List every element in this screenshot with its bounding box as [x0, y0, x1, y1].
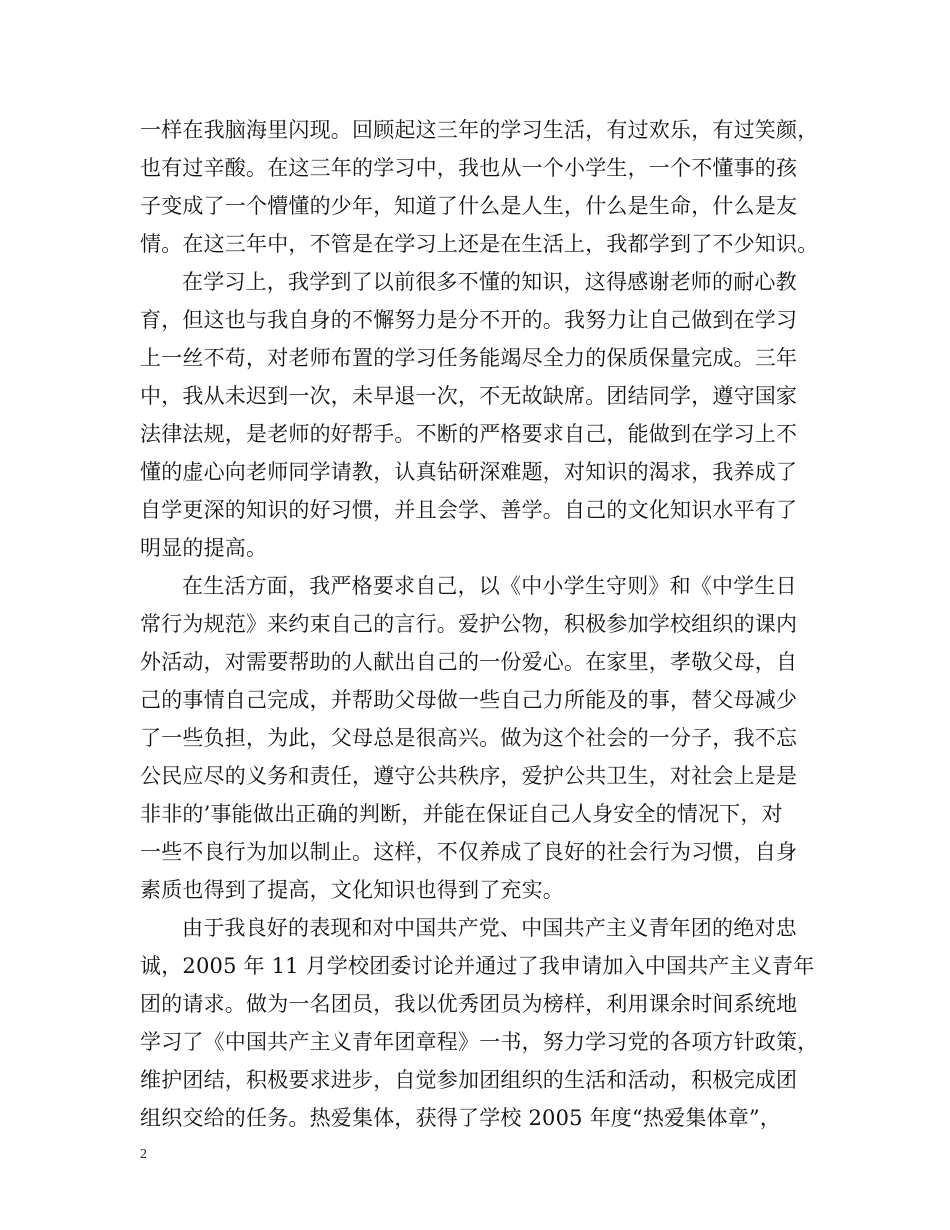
text-line: 法律法规，是老师的好帮手。不断的严格要求自己，能做到在学习上不: [140, 422, 798, 446]
text-line: 也有过辛酸。在这三年的学习中，我也从一个小学生，一个不懂事的孩: [140, 156, 798, 180]
text-line: 懂的虚心向老师同学请教，认真钻研深难题，对知识的渴求，我养成了: [140, 460, 798, 484]
text-line: 素质也得到了提高，文化知识也得到了充实。: [140, 878, 564, 902]
text-line: 常行为规范》来约束自己的言行。爱护公物，积极参加学校组织的课内: [140, 612, 798, 636]
body-text: [140, 111, 820, 1137]
text-line: 组织交给的任务。热爱集体，获得了学校 2005 年度“热爱集体章”，: [140, 1106, 782, 1130]
text-line: 诚，2005 年 11 月学校团委讨论并通过了我申请加入中国共产主义青年: [140, 954, 815, 978]
text-line: 一些不良行为加以制止。这样，不仅养成了良好的社会行为习惯，自身: [140, 840, 798, 864]
text-line: 在生活方面，我严格要求自己，以《中小学生守则》和《中学生日: [182, 574, 797, 598]
text-line: 非非的’事能做出正确的判断，并能在保证自己人身安全的情况下，对: [140, 802, 783, 826]
text-line: 己的事情自己完成，并帮助父母做一些自己力所能及的事，替父母减少: [140, 688, 798, 712]
text-line: 一样在我脑海里闪现。回顾起这三年的学习生活，有过欢乐，有过笑颜，: [140, 118, 819, 142]
text-line: 明显的提高。: [140, 536, 268, 560]
text-line: 上一丝不苟，对老师布置的学习任务能竭尽全力的保质保量完成。三年: [140, 346, 798, 370]
page-number: 2: [140, 1147, 147, 1162]
text-line: 由于我良好的表现和对中国共产党、中国共产主义青年团的绝对忠: [182, 916, 797, 940]
text-line: 在学习上，我学到了以前很多不懂的知识，这得感谢老师的耐心教: [182, 270, 797, 294]
text-line: 维护团结，积极要求进步，自觉参加团组织的生活和活动，积极完成团: [140, 1068, 798, 1092]
text-line: 育，但这也与我自身的不懈努力是分不开的。我努力让自己做到在学习: [140, 308, 798, 332]
text-line: 了一些负担，为此，父母总是很高兴。做为这个社会的一分子，我不忘: [140, 726, 798, 750]
text-line: 自学更深的知识的好习惯，并且会学、善学。自己的文化知识水平有了: [140, 498, 798, 522]
text-line: 外活动，对需要帮助的人献出自己的一份爱心。在家里，孝敬父母，自: [140, 650, 798, 674]
text-line: 学习了《中国共产主义青年团章程》一书，努力学习党的各项方针政策，: [140, 1030, 819, 1054]
text-line: 中，我从未迟到一次，未早退一次，不无故缺席。团结同学，遵守国家: [140, 384, 798, 408]
text-line: 公民应尽的义务和责任，遵守公共秩序，爱护公共卫生，对社会上是是: [140, 764, 798, 788]
text-line: 情。在这三年中，不管是在学习上还是在生活上，我都学到了不少知识。: [140, 232, 819, 256]
text-line: 团的请求。做为一名团员，我以优秀团员为榜样，利用课余时间系统地: [140, 992, 798, 1016]
text-line: 子变成了一个懵懂的少年，知道了什么是人生，什么是生命，什么是友: [140, 194, 798, 218]
